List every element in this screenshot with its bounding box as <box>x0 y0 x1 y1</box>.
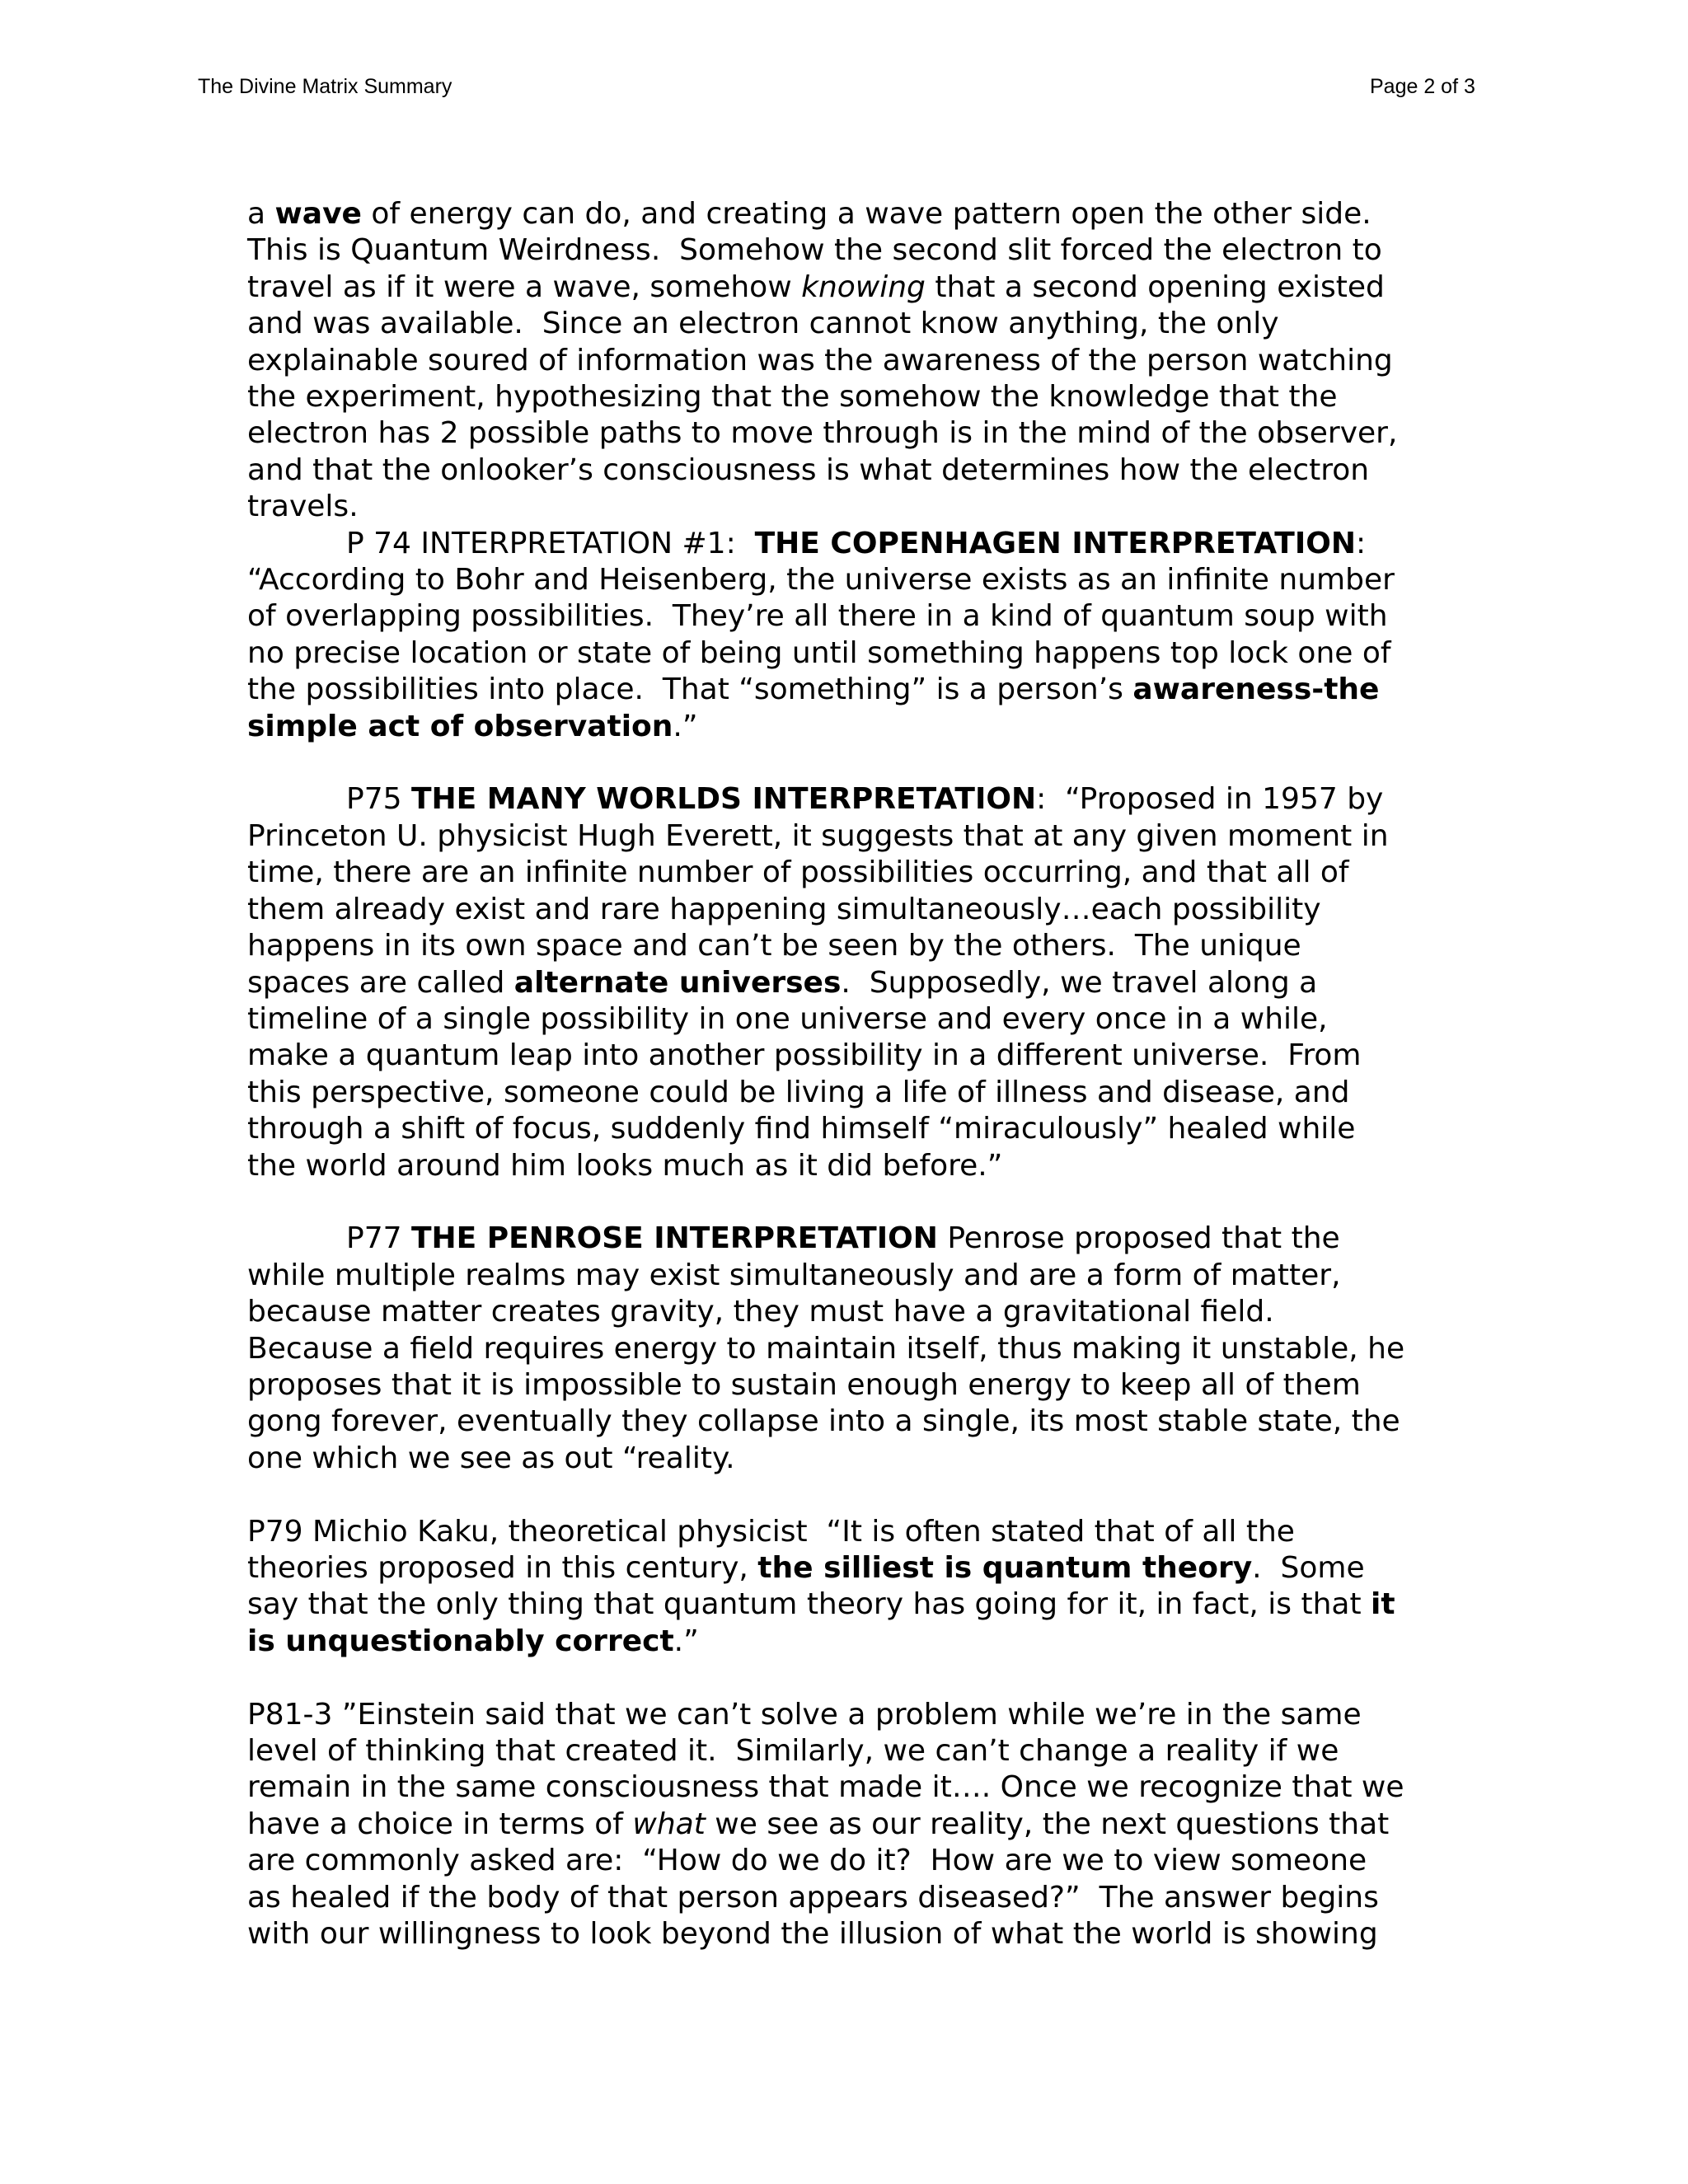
text-line <box>247 818 1451 855</box>
text-run: that a second opening existed <box>925 269 1385 304</box>
text-line <box>247 1221 1451 1257</box>
text-run: Because a field requires energy to maintain itself, thus making it unstable, he <box>247 1331 1405 1366</box>
text-run: while multiple realms may exist simultaneously and are a form of matter, <box>247 1258 1341 1292</box>
text-line <box>247 1916 1451 1952</box>
text-run: of overlapping possibilities. They’re all there in a kind of quantum soup with <box>247 599 1388 634</box>
text-line <box>247 1697 1451 1733</box>
paragraph-penrose-interpretation <box>247 1221 1451 1477</box>
text-run: them already exist and rare happening simultaneously…each possibility <box>247 892 1321 926</box>
text-run: This is Quantum Weirdness. Somehow the second slit forced the electron to <box>247 233 1382 268</box>
text-run: electron has 2 possible paths to move through is in the mind of the observer, <box>247 416 1398 451</box>
text-run: we see as our reality, the next questions that <box>705 1807 1390 1841</box>
text-run: and was available. Since an electron cannot know anything, the only <box>247 307 1279 341</box>
text-line <box>247 489 1451 525</box>
bold-text: THE MANY WORLDS INTERPRETATION <box>410 782 1037 817</box>
text-run: say that the only thing that quantum theory has going for it, in fact, is that <box>247 1587 1372 1622</box>
bold-text: is unquestionably correct <box>247 1624 674 1658</box>
text-run: are commonly asked are: “How do we do it? How are we to view someone <box>247 1844 1367 1878</box>
text-line <box>247 1111 1451 1147</box>
text-run: travel as if it were a wave, somehow <box>247 269 802 304</box>
text-line <box>247 1441 1451 1477</box>
text-line <box>247 1550 1451 1586</box>
text-line <box>247 709 1451 745</box>
text-line <box>247 1148 1451 1184</box>
text-run: as healed if the body of that person appears diseased?” The answer begins <box>247 1880 1379 1915</box>
text-run: happens in its own space and can’t be seen by the others. The unique <box>247 929 1301 963</box>
text-run: time, there are an infinite number of possibilities occurring, and that all of <box>247 855 1349 890</box>
text-run: the experiment, hypothesizing that the somehow the knowledge that the <box>247 380 1338 415</box>
text-line <box>247 1367 1451 1404</box>
text-line <box>247 1001 1451 1038</box>
text-run: P79 Michio Kaku, theoretical physicist “It is often stated that of all the <box>247 1514 1295 1549</box>
text-line <box>247 1075 1451 1111</box>
text-run: theories proposed in this century, <box>247 1550 758 1585</box>
text-run: P 74 INTERPRETATION #1: <box>346 526 755 560</box>
paragraph-einstein-quote <box>247 1697 1451 1953</box>
text-run: this perspective, someone could be living a life of illness and disease, and <box>247 1075 1350 1109</box>
text-line <box>247 343 1451 379</box>
text-run: because matter creates gravity, they must have a gravitational field. <box>247 1295 1274 1329</box>
text-run: proposes that it is impossible to sustain enough energy to keep all of them <box>247 1367 1361 1402</box>
text-run: the possibilities into place. That “something” is a person’s <box>247 673 1133 707</box>
text-line <box>247 1807 1451 1843</box>
text-line <box>247 1038 1451 1074</box>
paragraph-spacer <box>247 745 1451 781</box>
text-run: : <box>1355 526 1367 560</box>
text-run: no precise location or state of being until something happens top lock one of <box>247 635 1391 670</box>
text-run: .” <box>673 1624 699 1658</box>
text-line <box>247 1514 1451 1550</box>
text-line <box>247 269 1451 306</box>
page-header-title: The Divine Matrix Summary <box>198 75 452 98</box>
text-line <box>247 562 1451 598</box>
text-run: P77 <box>346 1221 411 1256</box>
text-line <box>247 672 1451 708</box>
italic-text: knowing <box>801 269 926 304</box>
paragraph-double-slit <box>247 196 1451 526</box>
text-run: .” <box>673 709 698 743</box>
paragraph-spacer <box>247 1184 1451 1221</box>
text-line <box>247 196 1451 232</box>
text-run: Princeton U. physicist Hugh Everett, it suggests that at any given moment in <box>247 818 1389 853</box>
text-line <box>247 526 1451 562</box>
bold-text: alternate universes <box>513 965 842 1000</box>
text-run: the world around him looks much as it did before.” <box>247 1148 1003 1183</box>
text-run: travels. <box>247 490 359 524</box>
text-run: timeline of a single possibility in one universe and every once in a while, <box>247 1001 1328 1036</box>
text-run: one which we see as out “reality. <box>247 1441 735 1475</box>
text-run: a <box>247 197 275 231</box>
text-run: have a choice in terms of <box>247 1807 633 1841</box>
text-run: : “Proposed in 1957 by <box>1036 782 1384 817</box>
text-run: . Some <box>1252 1550 1365 1585</box>
text-run: “According to Bohr and Heisenberg, the universe exists as an infinite number <box>247 563 1395 598</box>
text-line <box>247 1843 1451 1879</box>
text-line <box>247 232 1451 269</box>
text-line <box>247 965 1451 1001</box>
text-line <box>247 415 1451 452</box>
paragraph-spacer <box>247 1660 1451 1696</box>
bold-text: awareness-the <box>1132 673 1380 707</box>
text-line <box>247 598 1451 635</box>
text-line <box>247 1624 1451 1660</box>
body-text <box>247 196 1451 1952</box>
bold-text: the silliest is quantum theory <box>757 1550 1253 1585</box>
text-run: with our willingness to look beyond the illusion of what the world is showing <box>247 1917 1378 1952</box>
text-run: level of thinking that created it. Similarly, we can’t change a reality if we <box>247 1734 1339 1768</box>
text-line <box>247 781 1451 818</box>
text-run: make a quantum leap into another possibility in a different universe. From <box>247 1038 1362 1073</box>
paragraph-spacer <box>247 1477 1451 1513</box>
text-run: spaces are called <box>247 965 514 1000</box>
paragraph-copenhagen-interpretation <box>247 526 1451 745</box>
text-line <box>247 1586 1451 1623</box>
text-line <box>247 1294 1451 1330</box>
text-line <box>247 1331 1451 1367</box>
text-run: explainable soured of information was the awareness of the person watching <box>247 343 1393 377</box>
text-line <box>247 1404 1451 1440</box>
text-line <box>247 306 1451 342</box>
text-run: of energy can do, and creating a wave pattern open the other side. <box>361 197 1372 231</box>
bold-text: THE PENROSE INTERPRETATION <box>410 1221 938 1256</box>
text-run: Penrose proposed that the <box>937 1221 1340 1256</box>
bold-text: it <box>1371 1587 1395 1622</box>
text-run: and that the onlooker’s consciousness is what determines how the electron <box>247 452 1370 487</box>
text-line <box>247 635 1451 672</box>
text-line <box>247 452 1451 489</box>
text-run: P75 <box>346 782 411 817</box>
italic-text: what <box>632 1807 706 1841</box>
text-run: through a shift of focus, suddenly find himself “miraculously” healed while <box>247 1112 1356 1146</box>
text-line <box>247 855 1451 891</box>
bold-text: THE COPENHAGEN INTERPRETATION <box>754 526 1356 560</box>
bold-text: simple act of observation <box>247 709 673 743</box>
text-line <box>247 892 1451 928</box>
text-line <box>247 1258 1451 1294</box>
text-line <box>247 1880 1451 1916</box>
paragraph-kaku-quote <box>247 1514 1451 1661</box>
text-line <box>247 928 1451 964</box>
text-line <box>247 1733 1451 1769</box>
text-run: . Supposedly, we travel along a <box>841 965 1318 1000</box>
text-run: remain in the same consciousness that made it…. Once we recognize that we <box>247 1770 1404 1805</box>
text-line <box>247 379 1451 415</box>
text-line <box>247 1769 1451 1806</box>
text-run: P81-3 ”Einstein said that we can’t solve a problem while we’re in the same <box>247 1697 1362 1732</box>
page-number: Page 2 of 3 <box>1370 75 1475 98</box>
text-run: gong forever, eventually they collapse into a single, its most stable state, the <box>247 1404 1400 1439</box>
bold-text: wave <box>274 197 362 231</box>
paragraph-many-worlds-interpretation <box>247 781 1451 1183</box>
